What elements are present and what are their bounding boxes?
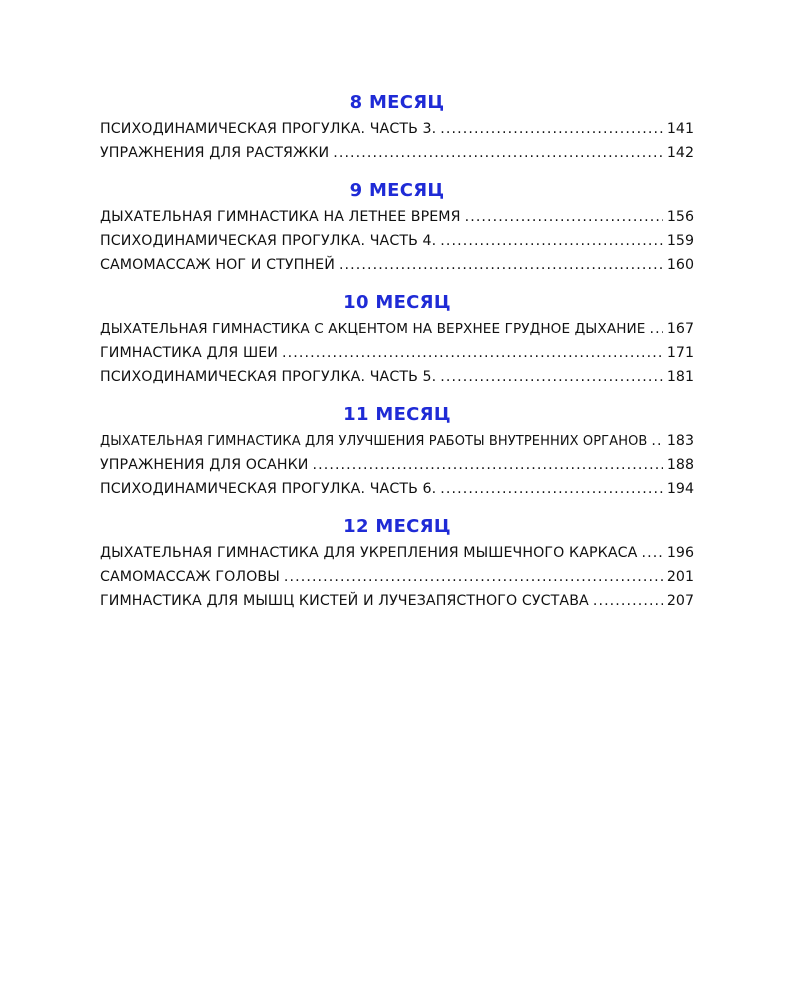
entry-title: ПСИХОДИНАМИЧЕСКАЯ ПРОГУЛКА. ЧАСТЬ 4. [100, 233, 437, 249]
dot-leader [339, 253, 663, 277]
toc-entry[interactable] [100, 229, 694, 253]
dot-leader [282, 341, 663, 365]
entry-title: ПСИХОДИНАМИЧЕСКАЯ ПРОГУЛКА. ЧАСТЬ 6. [100, 481, 437, 497]
page-number: 171 [666, 345, 694, 361]
entry-title: ДЫХАТЕЛЬНАЯ ГИМНАСТИКА ДЛЯ УКРЕПЛЕНИЯ МЫШЕЧНОГО КАРКАСА [100, 545, 638, 561]
page-number: 160 [666, 257, 694, 273]
entry-title: УПРАЖНЕНИЯ ДЛЯ ОСАНКИ [100, 457, 309, 473]
dot-leader [651, 429, 662, 453]
page-number: 194 [666, 481, 694, 497]
entry-title: ДЫХАТЕЛЬНАЯ ГИМНАСТИКА ДЛЯ УЛУЧШЕНИЯ РАБОТЫ ВНУТРЕННИХ ОРГАНОВ [100, 434, 648, 449]
entry-title: САМОМАССАЖ НОГ И СТУПНЕЙ [100, 257, 335, 273]
toc-entry[interactable] [100, 429, 694, 453]
dot-leader [593, 589, 663, 613]
section-title: 8 МЕСЯЦ [349, 92, 445, 113]
toc-entry[interactable] [100, 317, 694, 341]
page-number: 159 [666, 233, 694, 249]
section-title: 10 МЕСЯЦ [343, 292, 451, 313]
page-number: 167 [666, 321, 694, 337]
page-number: 201 [666, 569, 694, 585]
section-title: 11 МЕСЯЦ [343, 404, 451, 425]
toc-entry[interactable] [100, 253, 694, 277]
section-month-8 [100, 90, 694, 165]
page-number: 196 [666, 545, 694, 561]
entry-title: САМОМАССАЖ ГОЛОВЫ [100, 569, 280, 585]
page-number: 183 [666, 433, 694, 449]
dot-leader [333, 141, 663, 165]
dot-leader [313, 453, 663, 477]
entry-title: ДЫХАТЕЛЬНАЯ ГИМНАСТИКА НА ЛЕТНЕЕ ВРЕМЯ [100, 209, 461, 225]
dot-leader [641, 541, 662, 565]
entry-title: ГИМНАСТИКА ДЛЯ МЫШЦ КИСТЕЙ И ЛУЧЕЗАПЯСТНОГО СУСТАВА [100, 593, 589, 609]
dot-leader [465, 205, 663, 229]
toc-entry[interactable] [100, 477, 694, 501]
dot-leader [650, 317, 663, 341]
section-month-11 [100, 402, 694, 501]
page-number: 141 [666, 121, 694, 137]
entry-title: ГИМНАСТИКА ДЛЯ ШЕИ [100, 345, 279, 361]
entry-title: ПСИХОДИНАМИЧЕСКАЯ ПРОГУЛКА. ЧАСТЬ 5. [100, 369, 437, 385]
toc-entry[interactable] [100, 565, 694, 589]
toc-entry[interactable] [100, 541, 694, 565]
toc-entry[interactable] [100, 205, 694, 229]
entry-title: ДЫХАТЕЛЬНАЯ ГИМНАСТИКА С АКЦЕНТОМ НА ВЕРХНЕЕ ГРУДНОЕ ДЫХАНИЕ [100, 321, 646, 337]
page-number: 156 [666, 209, 694, 225]
dot-leader [284, 565, 663, 589]
section-month-12 [100, 514, 694, 613]
toc-entry[interactable] [100, 341, 694, 365]
section-title: 9 МЕСЯЦ [349, 180, 445, 201]
table-of-contents [100, 90, 694, 613]
page-number: 207 [666, 593, 694, 609]
entry-title: УПРАЖНЕНИЯ ДЛЯ РАСТЯЖКИ [100, 145, 330, 161]
dot-leader [440, 365, 663, 389]
dot-leader [440, 117, 663, 141]
entry-title: ПСИХОДИНАМИЧЕСКАЯ ПРОГУЛКА. ЧАСТЬ 3. [100, 121, 437, 137]
toc-entry[interactable] [100, 117, 694, 141]
dot-leader [440, 477, 663, 501]
toc-entry[interactable] [100, 453, 694, 477]
section-month-10 [100, 290, 694, 389]
toc-entry[interactable] [100, 141, 694, 165]
page-number: 142 [666, 145, 694, 161]
dot-leader [440, 229, 663, 253]
toc-entry[interactable] [100, 365, 694, 389]
section-title: 12 МЕСЯЦ [343, 516, 451, 537]
page-number: 181 [666, 369, 694, 385]
section-month-9 [100, 178, 694, 277]
page-number: 188 [666, 457, 694, 473]
toc-entry[interactable] [100, 589, 694, 613]
